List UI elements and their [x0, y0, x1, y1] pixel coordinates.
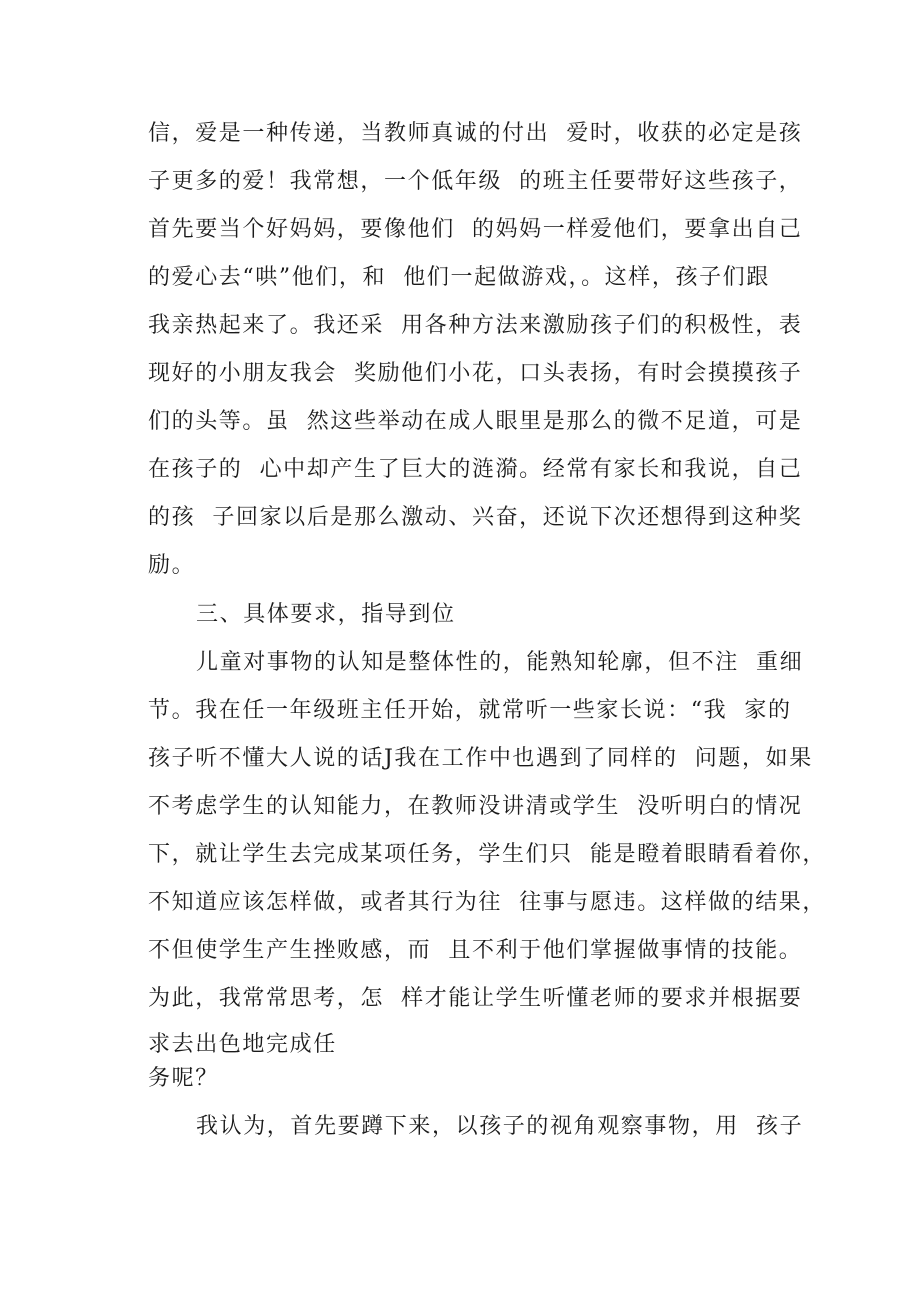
paragraph-line: 现好的小朋友我会 奖励他们小花，口头表扬，有时会摸摸孩子 — [148, 361, 803, 386]
paragraph-line: 在孩子的 心中却产生了巨大的涟漪。经常有家长和我说，自己 — [148, 457, 803, 482]
paragraph-line: 励。 — [148, 553, 196, 578]
section-heading: 三、具体要求，指导到位 — [196, 602, 456, 627]
paragraph-line: 务呢？ — [148, 1066, 219, 1091]
paragraph-line: 的爱心去“哄”他们，和 他们一起做游戏，。这样，孩子们跟 — [148, 265, 770, 290]
paragraph-line: 节。我在任一年级班主任开始，就常听一些家长说：“我 家的 — [148, 698, 792, 723]
paragraph-line: 我亲热起来了。我还采 用各种方法来激励孩子们的积极性，表 — [148, 313, 803, 338]
paragraph-line: 孩子听不懂大人说的话J我在工作中也遇到了同样的 问题，如果 — [148, 746, 813, 771]
paragraph-line: 下，就让学生去完成某项任务，学生们只 能是瞪着眼睛看着你， — [148, 842, 826, 867]
paragraph-line: 不知道应该怎样做，或者其行为往 往事与愿违。这样做的结果， — [148, 890, 826, 915]
paragraph-line: 子更多的爱！我常想，一个低年级 的班主任要带好这些孩子， — [148, 169, 803, 194]
paragraph-line: 信，爱是一种传递，当教师真诚的付出 爱时，收获的必定是孩 — [148, 121, 803, 146]
paragraph-line: 的孩 子回家以后是那么激动、兴奋，还说下次还想得到这种奖 — [148, 505, 803, 530]
paragraph-line: 儿童对事物的认知是整体性的，能熟知轮廓，但不注 重细 — [196, 650, 804, 675]
paragraph-line: 首先要当个好妈妈，要像他们 的妈妈一样爱他们，要拿出自己 — [148, 217, 803, 242]
paragraph-line: 不但使学生产生挫败感，而 且不利于他们掌握做事情的技能。 — [148, 938, 803, 963]
paragraph-line: 求去出色地完成任 — [148, 1032, 337, 1057]
paragraph-line: 不考虑学生的认知能力，在教师没讲清或学生 没听明白的情况 — [148, 794, 803, 819]
paragraph-line: 们的头等。虽 然这些举动在成人眼里是那么的微不足道，可是 — [148, 409, 803, 434]
paragraph-line: 我认为，首先要蹲下来，以孩子的视角观察事物，用 孩子 — [196, 1114, 804, 1139]
paragraph-line: 为此，我常常思考，怎 样才能让学生听懂老师的要求并根据要 — [148, 986, 803, 1011]
